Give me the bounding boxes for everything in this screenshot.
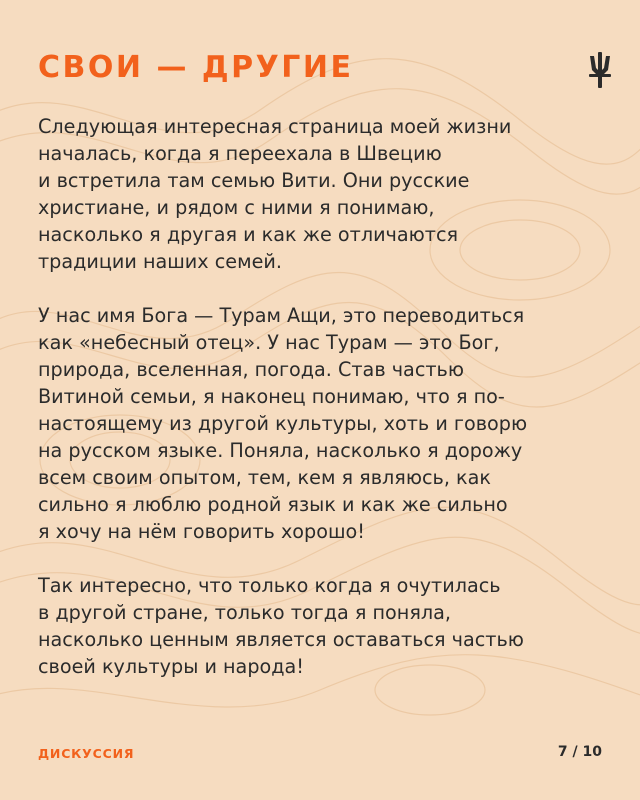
text-line: как «небесный отец». У нас Турам — это Бог,: [38, 331, 500, 354]
text-line: сильно я люблю родной язык и как же сильно: [38, 493, 508, 516]
page-indicator: 7 / 10: [557, 744, 602, 760]
article-body: [38, 113, 603, 707]
section-label: ДИСКУССИЯ: [38, 746, 135, 761]
page-title: СВОИ — ДРУГИЕ: [38, 50, 354, 85]
paragraph-3: [38, 572, 603, 680]
text-line: насколько я другая и как же отличаются: [38, 223, 459, 246]
text-line: традиции наших семей.: [38, 250, 282, 273]
text-line: Так интересно, что только когда я очутилась: [38, 574, 501, 597]
paragraph-2: [38, 302, 603, 545]
text-line: природа, вселенная, погода. Став частью: [38, 358, 465, 381]
text-line: началась, когда я переехала в Швецию: [38, 142, 442, 165]
text-line: и встретила там семью Вити. Они русские: [38, 169, 470, 192]
text-line: Витиной семьи, я наконец понимаю, что я по-: [38, 385, 505, 408]
paragraph-1: [38, 113, 603, 275]
text-line: настоящему из другой культуры, хоть и говорю: [38, 412, 528, 435]
text-line: на русском языке. Поняла, насколько я дорожу: [38, 439, 523, 462]
text-line: христиане, и рядом с ними я понимаю,: [38, 196, 435, 219]
text-line: Следующая интересная страница моей жизни: [38, 115, 512, 138]
text-line: своей культуры и народа!: [38, 655, 304, 678]
text-line: в другой стране, только тогда я поняла,: [38, 601, 451, 624]
text-line: всем своим опытом, тем, кем я являюсь, как: [38, 466, 491, 489]
fork-shaped-logo-icon: [586, 50, 614, 90]
text-line: насколько ценным является оставаться частью: [38, 628, 524, 651]
text-line: У нас имя Бога — Турам Ащи, это переводиться: [38, 304, 525, 327]
text-line: я хочу на нём говорить хорошо!: [38, 520, 365, 543]
